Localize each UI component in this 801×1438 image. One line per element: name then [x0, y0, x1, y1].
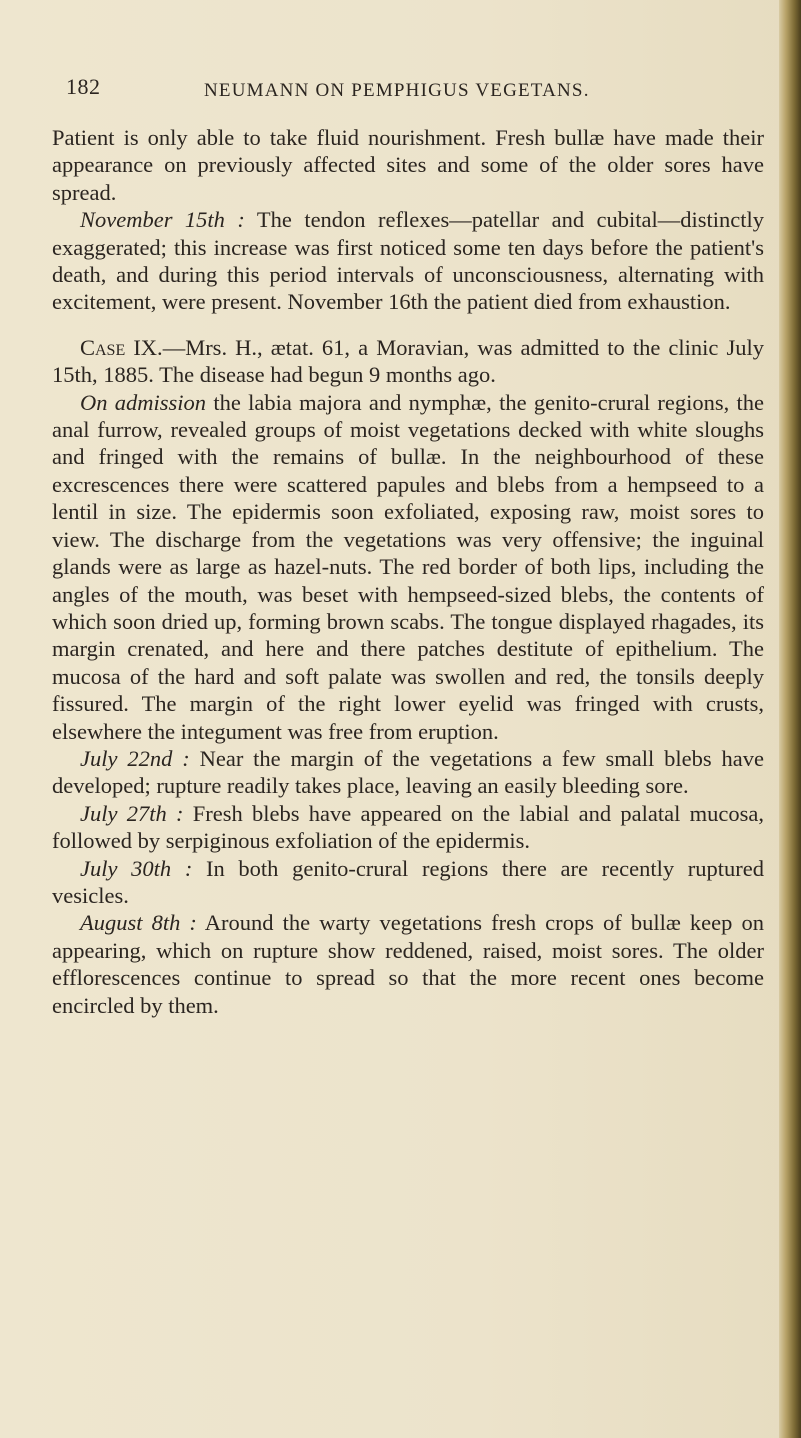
entry-date: November 15th : [80, 207, 245, 233]
paragraph: August 8th : Around the warty vegetations fresh crops of bullæ keep on appearing, which on rupture show reddened, raised, moist sores. The older efflorescences continue to spread so that the more recent ones become encircled by them. [52, 910, 764, 1018]
paragraph: July 22nd : Near the margin of the vegetations a few small blebs have developed; rupture readily takes place, leaving an easily bleeding sore. [52, 745, 764, 799]
paragraph: Patient is only able to take fluid nourishment. Fresh bullæ have made their appearance on previously affected sites and some of the older sores have spread. [52, 125, 764, 205]
running-title: NEUMANN ON PEMPHIGUS VEGETANS. [204, 80, 590, 101]
entry-date: On admission [80, 389, 207, 415]
paragraph: November 15th : The tendon reflexes—patellar and cubital—distinctly exaggerated; this increase was first noticed some ten days before the patient's death, and during this period intervals of unconsciousness, alternating with excitement, were present. November 16th the patient died from exhaustion. [52, 207, 765, 315]
paragraph: On admission the labia majora and nymphæ, the genito-crural regions, the anal furrow, revealed groups of moist vegetations decked with white sloughs and fringed with the remains of bullæ. In the neighbourhood of these excrescences there were scattered papules and blebs from a hempseed to a lentil in size. The epidermis soon exfoliated, exposing raw, moist sores to view. The discharge from the vegetations was very offensive; the inguinal glands were as large as hazel-nuts. The red border of both lips, including the angles of the mouth, was beset with hempseed-sized blebs, the contents of which soon dried up, forming brown scabs. The tongue displayed rhagades, its margin crenated, and here and there patches destitute of epithelium. The mucosa of the hard and soft palate was swollen and red, the tonsils deeply fissured. The margin of the right lower eyelid was fringed with crusts, elsewhere the integument was free from eruption. [52, 389, 764, 744]
page-number: 182 [66, 74, 101, 99]
case-heading: Case IX. [80, 334, 163, 360]
entry-date: July 30th : [80, 855, 193, 881]
body-text [52, 124, 764, 1019]
entry-date: July 22nd : [80, 745, 190, 771]
paragraph: Case IX.—Mrs. H., ætat. 61, a Moravian, was admitted to the clinic July 15th, 1885. The disease had begun 9 months ago. [52, 334, 764, 388]
paragraph: July 30th : In both genito-crural regions there are recently ruptured vesicles. [52, 855, 764, 908]
page-binding-edge [779, 0, 801, 1438]
entry-date: July 27th : [80, 800, 184, 826]
entry-date: August 8th : [80, 910, 197, 936]
paragraph-gap [52, 316, 764, 334]
paragraph: July 27th : Fresh blebs have appeared on the labial and palatal mucosa, followed by serpiginous exfoliation of the epidermis. [52, 800, 764, 854]
